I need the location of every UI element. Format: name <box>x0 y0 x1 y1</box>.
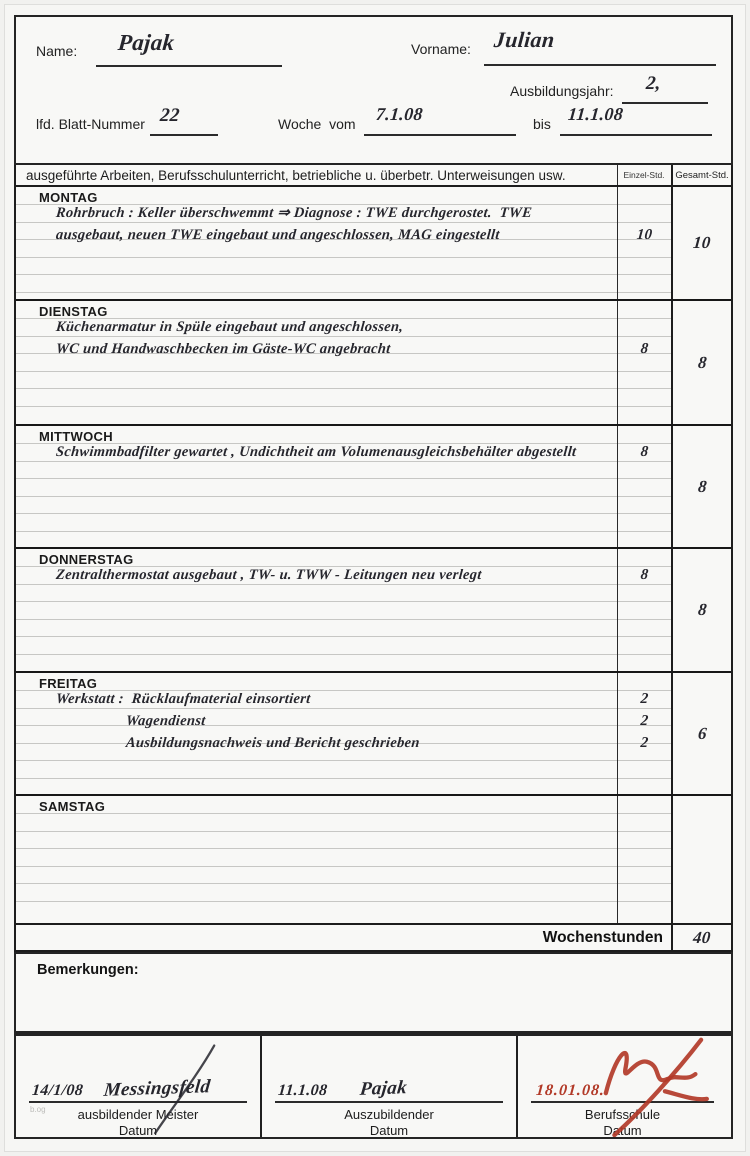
gesamt-std-column <box>671 673 731 794</box>
work-entry: Küchenarmatur in Spüle eingebaut und angeschlossen, <box>55 319 404 335</box>
work-entry: ausgebaut, neuen TWE eingebaut und angeschlossen, MAG eingestellt <box>55 227 501 244</box>
wochenstunden-cell <box>671 925 731 950</box>
einzel-hours-handwritten: 8 <box>639 341 650 358</box>
day-block-dienstag <box>16 301 731 426</box>
signature-line <box>531 1101 714 1103</box>
ruled-line <box>16 388 671 389</box>
work-entry: Schwimmbadfilter gewartet , Undichtheit am Volumenausgleichsbehälter abgestellt <box>55 444 578 460</box>
weekly-report-table <box>14 165 733 952</box>
signature-role-label: Auszubildender <box>344 1107 434 1122</box>
name-label: Name: <box>36 43 78 59</box>
day-label: FREITAG <box>39 676 98 691</box>
signature-datum-label: Datum <box>369 1123 409 1138</box>
wochenstunden-label: Wochenstunden <box>542 929 663 946</box>
signature-name-handwritten: Pajak <box>358 1077 409 1100</box>
blatt-nummer-underline <box>150 134 218 136</box>
bis-label: bis <box>533 116 551 132</box>
ruled-line <box>16 760 671 761</box>
column-header-einzel-std: Einzel-Std. <box>617 165 670 185</box>
work-entry: Rohrbruch : Keller überschwemmt ⇒ Diagnose : TWE durchgerostet. TWE <box>55 205 533 221</box>
column-header-work: ausgeführte Arbeiten, Berufsschulunterricht, betriebliche u. überbetr. Unterweisungen usw. <box>26 168 566 183</box>
ruled-line <box>16 292 671 293</box>
gesamt-hours-handwritten: 6 <box>696 723 708 743</box>
day-block-samstag <box>16 796 731 923</box>
ruled-line <box>16 478 671 479</box>
ruled-line <box>16 813 671 814</box>
ausbildungsjahr-value-handwritten: 2, <box>645 73 662 94</box>
gesamt-hours-handwritten: 8 <box>696 476 708 496</box>
ausbildungsnachweis-form <box>14 15 733 1139</box>
blatt-nummer-label: lfd. Blatt-Nummer <box>36 116 145 132</box>
einzel-std-column <box>617 426 671 547</box>
day-block-freitag <box>16 673 731 796</box>
wochenstunden-row <box>16 923 731 950</box>
gesamt-std-column <box>671 426 731 547</box>
einzel-hours-handwritten: 2 <box>639 735 650 752</box>
name-value-handwritten: Pajak <box>116 30 176 55</box>
ruled-line <box>16 848 671 849</box>
day-block-montag <box>16 187 731 301</box>
ausbildungsjahr-underline <box>622 102 708 104</box>
vorname-label: Vorname: <box>411 41 471 57</box>
gesamt-hours-handwritten: 10 <box>692 233 712 252</box>
day-label: MITTWOCH <box>39 429 113 444</box>
ruled-line <box>16 406 671 407</box>
day-block-mittwoch <box>16 426 731 549</box>
signature-cell-ausbildender-meister <box>16 1036 260 1137</box>
signature-date-handwritten: 14/1/08 <box>31 1082 84 1099</box>
einzel-std-column <box>617 187 671 299</box>
woche-vom-label: Woche vom <box>278 116 356 132</box>
ruled-line <box>16 371 671 372</box>
signature-line <box>29 1101 247 1103</box>
einzel-hours-handwritten: 2 <box>639 713 650 730</box>
work-entry: WC und Handwaschbecken im Gäste-WC angebracht <box>55 341 392 358</box>
signature-date-handwritten: 18.01.08. <box>535 1082 606 1099</box>
gesamt-std-column <box>671 187 731 299</box>
work-entry: Wagendienst <box>125 713 207 730</box>
day-label: MONTAG <box>39 190 98 205</box>
signature-row <box>14 1033 733 1139</box>
ruled-line <box>16 257 671 258</box>
signature-role-label: Berufsschule <box>584 1107 661 1122</box>
ruled-line <box>16 531 671 532</box>
ruled-line <box>16 778 671 779</box>
work-entry: Zentralthermostat ausgebaut , TW- u. TWW - Leitungen neu verlegt <box>55 567 483 583</box>
ruled-line <box>16 513 671 514</box>
signature-cell-berufsschule <box>516 1036 727 1137</box>
blatt-nummer-value-handwritten: 22 <box>159 105 181 126</box>
woche-vom-value-handwritten: 7.1.08 <box>375 104 424 124</box>
bemerkungen-box <box>14 952 733 1033</box>
vorname-value-handwritten: Julian <box>492 27 556 52</box>
ausbildungsjahr-label: Ausbildungsjahr: <box>510 83 614 99</box>
signature-line <box>275 1101 503 1103</box>
einzel-hours-handwritten: 2 <box>639 691 650 707</box>
gesamt-hours-handwritten: 8 <box>696 600 708 619</box>
einzel-std-column <box>617 301 671 424</box>
bemerkungen-label: Bemerkungen: <box>37 962 139 978</box>
ruled-line <box>16 883 671 884</box>
faint-watermark: b.og <box>30 1105 46 1114</box>
day-entries <box>56 441 601 463</box>
vorname-underline <box>484 64 716 66</box>
einzel-hours-handwritten: 10 <box>635 227 654 244</box>
einzel-hours-handwritten: 8 <box>639 567 650 583</box>
day-entries <box>56 564 601 586</box>
gesamt-std-column <box>671 301 731 424</box>
ruled-line <box>16 654 671 655</box>
gesamt-std-column <box>671 549 731 671</box>
ruled-line <box>16 619 671 620</box>
woche-bis-underline <box>560 134 712 136</box>
ruled-line <box>16 831 671 832</box>
ruled-line <box>16 601 671 602</box>
einzel-hours-handwritten: 8 <box>639 444 650 460</box>
signature-datum-label: Datum <box>603 1123 642 1138</box>
column-header-gesamt-std: Gesamt-Std. <box>671 165 731 185</box>
signature-date-handwritten: 11.1.08 <box>277 1082 329 1099</box>
woche-vom-underline <box>364 134 516 136</box>
ruled-line <box>16 496 671 497</box>
table-header-row <box>16 165 731 187</box>
woche-bis-value-handwritten: 11.1.08 <box>567 104 625 124</box>
einzel-std-column <box>617 549 671 671</box>
ruled-line <box>16 274 671 275</box>
einzel-std-column <box>617 673 671 794</box>
ruled-line <box>16 636 671 637</box>
work-entry: Ausbildungsnachweis und Bericht geschrieben <box>125 735 421 752</box>
gesamt-hours-handwritten: 8 <box>696 352 708 372</box>
signature-name-handwritten: Messingsfeld <box>102 1076 212 1101</box>
gesamt-std-column <box>671 796 731 923</box>
day-label: SAMSTAG <box>39 799 106 814</box>
work-entry: Werkstatt : Rücklaufmaterial einsortiert <box>55 691 312 707</box>
name-underline <box>96 65 282 67</box>
day-entries <box>56 202 601 246</box>
wochenstunden-value-handwritten: 40 <box>692 927 712 947</box>
ruled-line <box>16 901 671 902</box>
form-header-box <box>14 15 733 165</box>
ruled-line <box>16 866 671 867</box>
einzel-std-column <box>617 796 671 923</box>
signature-datum-label: Datum <box>118 1123 158 1138</box>
day-entries <box>56 316 601 360</box>
signature-role-label: ausbildender Meister <box>77 1107 199 1122</box>
day-label: DONNERSTAG <box>39 552 134 567</box>
day-entries <box>56 688 601 755</box>
signature-cell-auszubildender <box>260 1036 516 1137</box>
day-label: DIENSTAG <box>39 304 108 319</box>
day-block-donnerstag <box>16 549 731 673</box>
